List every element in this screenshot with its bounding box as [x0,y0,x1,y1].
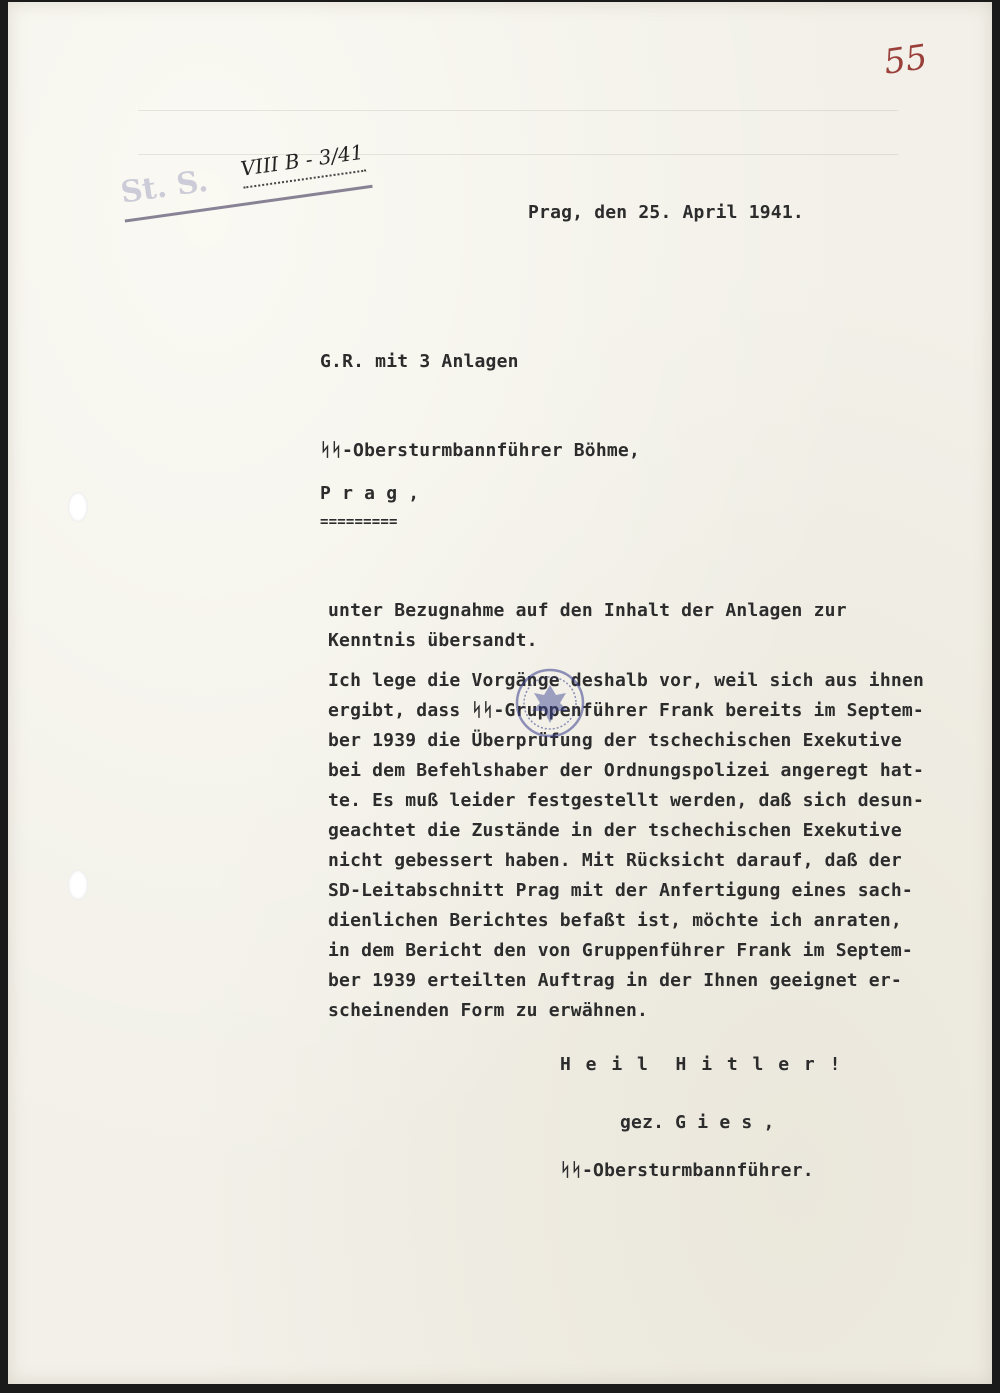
recipient-city: P r a g , [320,483,420,504]
body-line: bei dem Befehlshaber der Ordnungspolizei angeregt hat- [328,760,924,781]
folio-number: 55 [881,37,930,83]
reference-stamp-text: St. S. [118,163,211,211]
official-seal [514,667,586,739]
body-line: ber 1939 erteilten Auftrag in der Ihnen geeignet er- [328,970,902,991]
body-line: Kenntnis übersandt. [328,630,538,651]
recipient-city-underline: ========= [320,514,398,530]
body-line: te. Es muß leider festgestellt werden, daß sich desun- [328,790,924,811]
punch-hole [68,870,88,900]
body-line: Ich lege die Vorgänge deshalb vor, weil sich aus ihnen [328,670,924,691]
reference-stamp [118,137,374,231]
document-page [8,2,992,1384]
enclosure-line: G.R. mit 3 Anlagen [320,351,519,372]
body-line: unter Bezugnahme auf den Inhalt der Anlagen zur [328,600,847,621]
closing-rank: ᛋᛋ-Obersturmbannführer. [560,1160,814,1181]
body-line: ber 1939 die Überprüfung der tschechischen Exekutive [328,730,902,751]
faint-rule [138,110,898,111]
punch-hole [68,492,88,522]
body-line: geachtet die Zustände in der tschechischen Exekutive [328,820,902,841]
date-line: Prag, den 25. April 1941. [528,202,804,223]
closing-salutation: H e i l H i t l e r ! [560,1054,843,1075]
body-line: scheinenden Form zu erwähnen. [328,1000,649,1021]
body-line: in dem Bericht den von Gruppenführer Frank im Septem- [328,940,913,961]
body-line: SD-Leitabschnitt Prag mit der Anfertigung eines sach- [328,880,913,901]
reference-number: VIII B - 3/41 [239,139,365,181]
body-line: nicht gebessert haben. Mit Rücksicht darauf, daß der [328,850,902,871]
body-line: ergibt, dass ᛋᛋ-Gruppenführer Frank bereits im Septem- [328,700,924,721]
body-line: dienlichen Berichtes befaßt ist, möchte ich anraten, [328,910,902,931]
recipient-name: ᛋᛋ-Obersturmbannführer Böhme, [320,440,640,461]
closing-signature: gez. G i e s , [620,1112,775,1133]
